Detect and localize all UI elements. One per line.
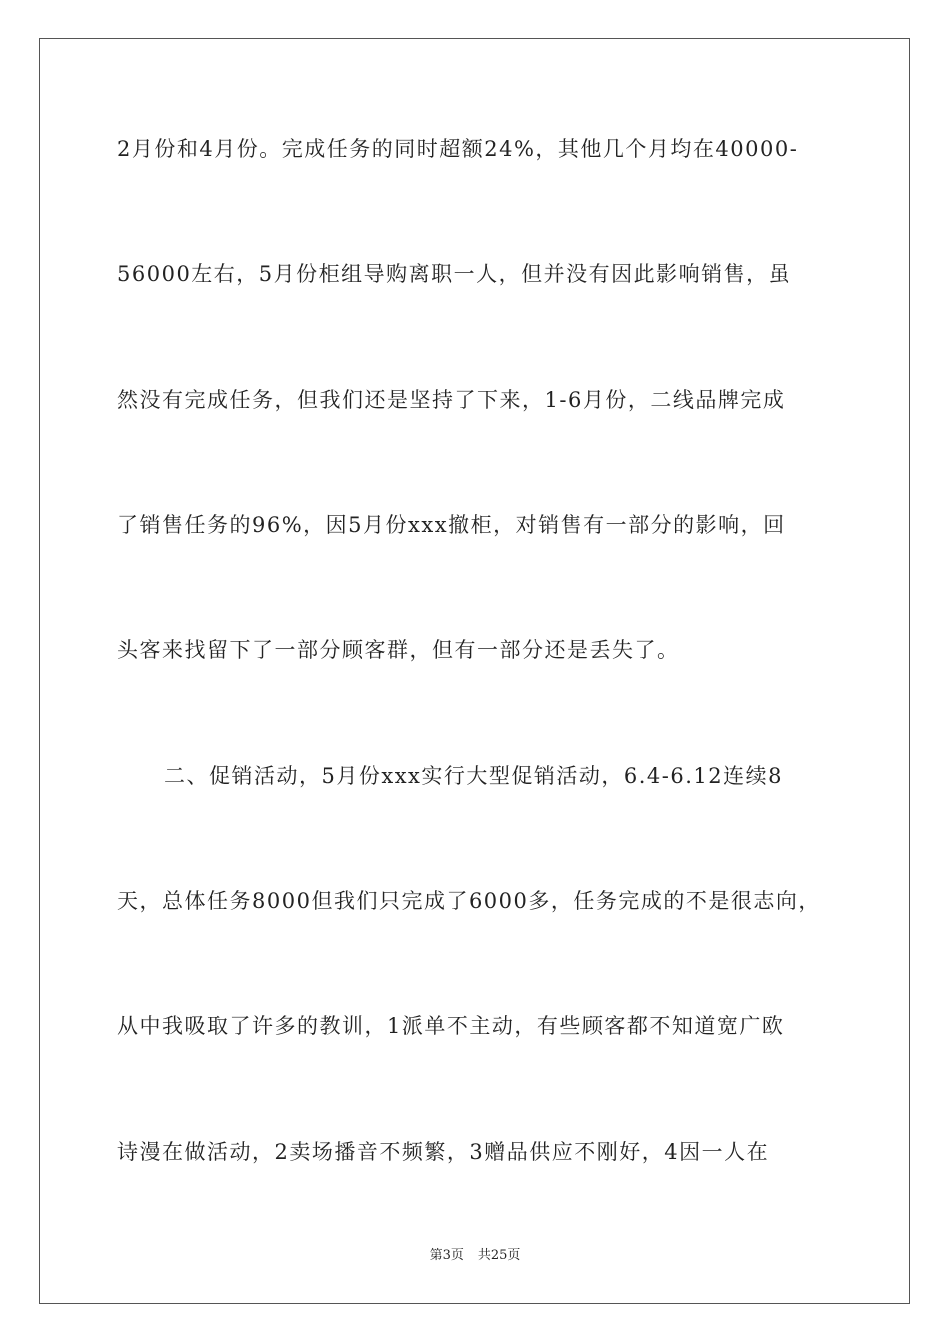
text-line: 诗漫在做活动，2卖场播音不频繁，3赠品供应不刚好，4因一人在 [117, 1140, 770, 1164]
text-line: 天，总体任务8000但我们只完成了6000多，任务完成的不是很志向， [117, 889, 821, 913]
text-line: 了销售任务的96%，因5月份xxx撤柜，对销售有一部分的影响，回 [117, 513, 786, 537]
text-line: 从中我吸取了许多的教训，1派单不主动，有些顾客都不知道宽广欧 [117, 1014, 785, 1038]
page-footer [0, 1244, 950, 1263]
current-page-number: 第3页 [429, 1248, 464, 1263]
text-line: 2月份和4月份。完成任务的同时超额24%，其他几个月均在40000- [117, 137, 799, 161]
text-line: 然没有完成任务，但我们还是坚持了下来，1-6月份，二线品牌完成 [117, 388, 786, 412]
text-line: 二、促销活动，5月份xxx实行大型促销活动，6.4-6.12连续8 [164, 764, 784, 788]
text-line: 头客来找留下了一部分顾客群，但有一部分还是丢失了。 [117, 638, 680, 662]
total-page-count: 共25页 [477, 1248, 521, 1263]
text-line: 56000左右，5月份柜组导购离职一人，但并没有因此影响销售，虽 [117, 262, 792, 286]
